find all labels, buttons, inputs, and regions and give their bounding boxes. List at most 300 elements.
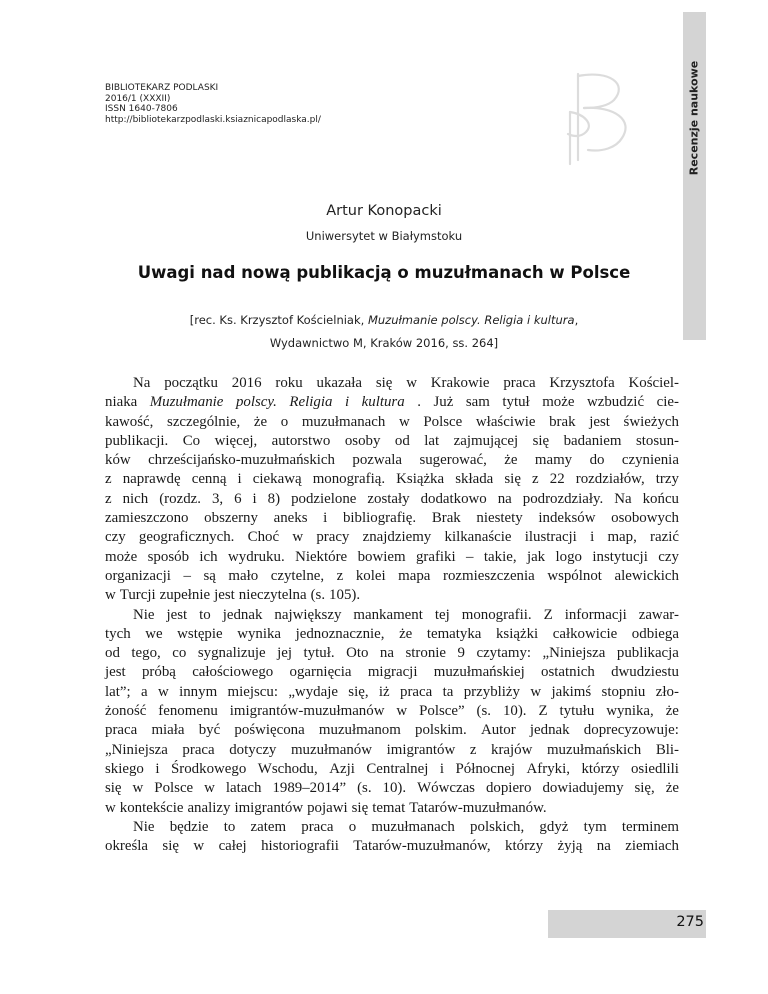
body-word: w (398, 413, 410, 430)
body-line (105, 451, 679, 470)
body-word: szczególnie, (167, 413, 241, 430)
journal-name: BIBLIOTEKARZ PODLASKI (105, 83, 219, 93)
journal-issue: 2016/1 (XXXII) (105, 93, 171, 104)
body-word: miejscu: (227, 683, 278, 700)
body-word: kilkanaście (444, 529, 512, 546)
review-citation-line-2: Wydawnictwo M, Kraków 2016, ss. 264] (269, 336, 499, 350)
body-word: muzułmanach (371, 818, 455, 835)
journal-url[interactable]: http://bibliotekarzpodlaski.ksiaznicapodlaska.pl/ (105, 114, 321, 125)
body-word: końcu (642, 490, 679, 507)
body-word: Wschodu, (257, 760, 318, 777)
body-word: że (665, 703, 679, 720)
body-word: mankament (353, 606, 423, 623)
body-word: i (155, 760, 160, 777)
body-word: razić (650, 529, 679, 546)
body-word: się (375, 375, 393, 391)
body-word: nich (122, 490, 149, 507)
body-word: ków (105, 452, 131, 469)
body-word: jest (214, 587, 235, 604)
body-word: muzułmanom (318, 722, 401, 739)
body-line (105, 702, 679, 721)
body-word: od (394, 432, 410, 449)
body-line (105, 432, 679, 451)
body-word: monografią. (312, 471, 386, 488)
body-word: co (172, 645, 187, 662)
body-word: (s. (357, 780, 372, 797)
body-word: 6 (234, 490, 242, 507)
body-word: Bli- (655, 741, 679, 758)
body-word: temat (372, 799, 406, 816)
body-word: muzułmańskich (546, 741, 642, 758)
body-word: tego, (131, 645, 161, 662)
body-word: czynienia (621, 452, 679, 469)
body-word: całościowego (192, 664, 274, 681)
body-word: jak (526, 548, 546, 565)
body-word: że (399, 625, 413, 642)
body-word: się (105, 780, 122, 797)
body-word: i (323, 510, 328, 527)
body-word: i (590, 529, 595, 546)
body-word: z (105, 490, 112, 507)
body-word: żoność (105, 703, 147, 720)
body-word: pojawi (307, 799, 348, 816)
body-word: rozmieszczenia (442, 567, 535, 584)
body-word: sam (465, 394, 490, 411)
body-word: gdyż (539, 818, 569, 835)
body-word: tytuł (502, 394, 530, 411)
body-word: Już (433, 394, 454, 411)
author-affiliation: Uniwersytet w Białymstoku (305, 229, 463, 243)
body-word: tej (434, 606, 450, 623)
body-word: imigrantów (386, 741, 456, 758)
body-word: Krzysztofa (549, 375, 615, 391)
body-word: dodatkowo (420, 490, 487, 507)
body-line (105, 779, 679, 798)
body-word: na (497, 490, 512, 507)
body-word: Oto (346, 645, 369, 662)
body-word: w (406, 375, 417, 391)
body-word: ostatnich (541, 664, 595, 681)
body-line (105, 663, 679, 682)
body-word: iż (378, 683, 390, 700)
body-word: ciekawą (252, 471, 302, 488)
body-word: 10). (502, 703, 527, 720)
body-word: zamieszczono (105, 510, 189, 527)
body-word: polskich, (470, 818, 525, 835)
body-line (105, 818, 679, 837)
body-word: i (344, 394, 350, 411)
body-word: krajów (491, 741, 533, 758)
body-word: jednak (529, 722, 570, 739)
body-word: się (532, 432, 550, 449)
body-word: (rozdz. (159, 490, 201, 507)
body-word: we (145, 625, 163, 642)
body-word: znajdziemy (362, 529, 432, 546)
body-word: się, (348, 683, 369, 700)
body-word: będzie (169, 818, 209, 835)
body-line (105, 374, 679, 393)
page-number: 275 (676, 914, 704, 930)
body-word: czy (658, 548, 679, 565)
body-word: geograficznych. (138, 529, 235, 546)
body-line (105, 799, 679, 818)
body-word: lat (424, 432, 440, 449)
body-word: właściwie (475, 413, 536, 430)
body-word: Z (538, 703, 548, 720)
body-word: sugerować, (419, 452, 487, 469)
body-word: polskim. (415, 722, 467, 739)
body-word: Tatarów-muzułmanów, (353, 838, 491, 855)
body-word: podzielone (291, 490, 357, 507)
body-word: ich (199, 548, 218, 565)
body-word: Centralnej (366, 760, 429, 777)
body-word: stopniu (601, 683, 646, 700)
body-word: jest (105, 664, 126, 681)
body-line (105, 528, 679, 547)
body-word: terminem (621, 818, 679, 835)
body-word: tytuł. (303, 645, 335, 662)
body-word: trzy (655, 471, 679, 488)
body-word: dwudziestu (611, 664, 679, 681)
body-word: Z (543, 606, 553, 623)
body-word: mało (228, 567, 259, 584)
body-word: o (348, 818, 357, 835)
body-word: dowiadujemy (542, 780, 624, 797)
body-line (105, 683, 679, 702)
body-word: i (237, 471, 242, 488)
body-line (105, 606, 679, 625)
body-word: – (183, 567, 191, 584)
body-word: składa (455, 471, 494, 488)
body-word: imigrantów-muzułmanów (229, 703, 385, 720)
body-word: o (280, 413, 289, 430)
body-word: osoby (344, 432, 381, 449)
body-line (105, 490, 679, 509)
body-word: przybliży (463, 683, 520, 700)
body-line (105, 393, 679, 412)
body-word: indeksów (538, 510, 596, 527)
body-word: się (351, 799, 369, 816)
body-word: historiografii (261, 838, 339, 855)
body-word: Muzułmanie (149, 394, 224, 411)
review-prefix: [rec. Ks. Krzysztof Kościelniak, (189, 313, 368, 327)
body-word: monografii. (461, 606, 532, 623)
body-word: (s. (476, 703, 492, 720)
body-word: innym (179, 683, 218, 700)
body-word: to (199, 606, 211, 623)
body-word: na (596, 838, 611, 855)
body-word: analizy (187, 799, 231, 816)
body-word: „Niniejsza (542, 645, 606, 662)
body-word: publikacji. (105, 432, 169, 449)
body-word: ogarnięcia (289, 664, 352, 681)
body-word: pracy (316, 529, 350, 546)
body-word: więcej, (214, 432, 258, 449)
body-word: Nie (133, 606, 155, 623)
body-word: największy (274, 606, 342, 623)
body-word: grafiki (415, 548, 456, 565)
body-line (105, 760, 679, 779)
body-word: być (198, 722, 221, 739)
body-word: „Niniejsza (105, 741, 168, 758)
body-word: zatem (250, 818, 287, 835)
body-word: jednoznacznie, (295, 625, 385, 642)
body-word: że (253, 413, 268, 430)
body-word: w (204, 780, 215, 797)
body-word: niaka (105, 394, 138, 411)
body-word: dopiero (485, 780, 532, 797)
body-word: naprawdę (122, 471, 181, 488)
body-word: muzułmanów (290, 741, 373, 758)
body-line (105, 470, 679, 489)
body-word: osobowych (611, 510, 679, 527)
body-word: kawość, (105, 413, 154, 430)
body-word: organizacji (105, 567, 171, 584)
body-word: całkowicie (552, 625, 618, 642)
body-word: w (105, 587, 116, 604)
body-word: próbą (141, 664, 176, 681)
body-word: jest (589, 413, 610, 430)
body-line (105, 567, 679, 586)
body-word: Niektóre (295, 548, 348, 565)
body-word: 105). (329, 587, 361, 604)
body-word: logo (555, 548, 583, 565)
body-word: map, (607, 529, 637, 546)
body-word: Choć (247, 529, 280, 546)
body-word: tych (105, 625, 131, 642)
body-word: ta (442, 683, 454, 700)
body-word: mapa (398, 567, 431, 584)
body-word: to (223, 818, 236, 835)
body-word: tematyka (426, 625, 482, 642)
body-word: czytamy: (476, 645, 532, 662)
body-word: skiego (105, 760, 144, 777)
body-word: jednak (222, 606, 263, 623)
body-word: roku (275, 375, 303, 391)
body-word: obszerny (204, 510, 258, 527)
body-word: jest (166, 606, 188, 623)
body-word: czy (105, 529, 126, 546)
body-word: w (292, 529, 304, 546)
body-word: praca (105, 722, 138, 739)
body-word: całej (218, 838, 247, 855)
body-word: jej (277, 645, 293, 662)
body-word: kultura (361, 394, 405, 411)
journal-header (105, 83, 321, 125)
body-word: praca (182, 741, 215, 758)
body-word: Afryki, (526, 760, 570, 777)
body-word: Religia (289, 394, 333, 411)
body-word: Wówczas (417, 780, 475, 797)
body-word: – (466, 548, 474, 565)
body-word: świeżych (623, 413, 679, 430)
body-word: chrześcijańsko-muzułmańskich (148, 452, 335, 469)
body-word: że (665, 780, 679, 797)
body-word: cenną (191, 471, 227, 488)
author-name: Artur Konopacki (326, 203, 442, 219)
body-word: i (439, 760, 444, 777)
body-word: instytucji (592, 548, 648, 565)
body-word: muzułmanach (301, 413, 386, 430)
body-line (105, 413, 679, 432)
body-word: z (532, 471, 539, 488)
body-word: wynika (237, 625, 282, 642)
body-word: pozwala (352, 452, 403, 469)
body-word: dotyczy (229, 741, 277, 758)
body-word: że (504, 452, 518, 469)
body-word: z (469, 741, 477, 758)
body-word: od (105, 645, 120, 662)
article-title: Uwagi nad nową publikacją o muzułmanach w Polsce (137, 263, 631, 282)
body-word: Polsce (423, 413, 463, 430)
body-word: ziemiach (625, 838, 679, 855)
body-word: odbiega (631, 625, 679, 642)
body-word: sygnalizuje (197, 645, 266, 662)
body-word: wydruku. (228, 548, 285, 565)
body-word: 2016 (231, 375, 262, 391)
body-word: Tatarów-muzułmanów. (409, 799, 547, 816)
body-word: autorstwo (271, 432, 331, 449)
body-word: tym (583, 818, 607, 835)
body-word: się, (634, 780, 655, 797)
body-line (105, 837, 679, 856)
body-line (105, 644, 679, 663)
body-word: mamy (534, 452, 573, 469)
body-word: na (379, 645, 394, 662)
body-word: praca (503, 375, 536, 391)
body-word: muzułmańskiej (433, 664, 525, 681)
body-word: 8) (267, 490, 281, 507)
body-word: kolei (355, 567, 386, 584)
section-label: Recenzje naukowe (687, 60, 701, 176)
body-word: stronie (405, 645, 447, 662)
body-word: podrozdziały. (522, 490, 604, 507)
body-word: Azji (329, 760, 355, 777)
body-word: ukazała (316, 375, 362, 391)
body-word: 10). (382, 780, 407, 797)
body-word: sposób (147, 548, 190, 565)
body-word: miała (151, 722, 185, 739)
body-word: w (193, 838, 205, 855)
body-word: 9 (457, 645, 465, 662)
body-word: książki (495, 625, 539, 642)
body-word: którzy (505, 838, 544, 855)
body-word: Co (182, 432, 201, 449)
body-word: może (542, 394, 575, 411)
body-word: migracji (367, 664, 418, 681)
body-word: się (162, 838, 179, 855)
body-word: 3, (211, 490, 224, 507)
body-word: się (504, 471, 521, 488)
review-comma: , (574, 313, 579, 327)
review-book-title: Muzułmanie polscy. Religia i kultura (367, 313, 575, 327)
body-word: Na (133, 375, 151, 391)
body-word: 1989–2014” (272, 780, 347, 797)
body-line (105, 625, 679, 644)
body-word: bibliografię. (342, 510, 417, 527)
body-word: określa (105, 838, 148, 855)
body-word: Kościel- (628, 375, 679, 391)
body-word: kontekście (119, 799, 184, 816)
body-word: . (417, 394, 421, 411)
body-word: zostały (367, 490, 410, 507)
body-word: imigrantów (234, 799, 304, 816)
body-word: nieczytelna (238, 587, 307, 604)
body-word: doprecyzowuje: (583, 722, 679, 739)
body-word: (s. (310, 587, 326, 604)
body-word: zajmującej (453, 432, 519, 449)
body-word: brak (549, 413, 576, 430)
article-body (105, 374, 679, 856)
body-word: w (105, 799, 116, 816)
body-word: praca (400, 683, 433, 700)
body-word: Północnej (455, 760, 516, 777)
body-word: wstępie (177, 625, 223, 642)
body-word: zupełnie (159, 587, 211, 604)
body-word: osiedlili (630, 760, 679, 777)
body-word: w (396, 703, 408, 720)
body-word: w (157, 683, 169, 700)
body-line (105, 548, 679, 567)
body-word: tytułu (559, 703, 595, 720)
body-word: stosun- (635, 432, 679, 449)
body-word: takie, (483, 548, 517, 565)
body-word: poświęcona (234, 722, 305, 739)
body-word: fenomenu (158, 703, 218, 720)
body-word: Krakowie (430, 375, 490, 391)
body-line (105, 586, 679, 605)
body-word: Autor (480, 722, 516, 739)
body-word: a (141, 683, 148, 700)
body-line (105, 741, 679, 760)
bp-monogram-icon (548, 68, 640, 168)
body-word: cie- (656, 394, 679, 411)
body-word: Na (614, 490, 632, 507)
body-word: bowiem (357, 548, 406, 565)
body-word: publikacja (616, 645, 679, 662)
body-word: którzy (581, 760, 620, 777)
body-word: Brak (431, 510, 461, 527)
body-word: w (132, 780, 144, 797)
body-word: wynika, (606, 703, 654, 720)
body-word: 22 (549, 471, 565, 488)
body-word: Nie (133, 818, 155, 835)
body-word: ilustracji (524, 529, 577, 546)
body-word: rozdziałów, (575, 471, 645, 488)
body-word: Środkowego (171, 760, 247, 777)
body-word: z (105, 471, 112, 488)
body-word: może (105, 548, 138, 565)
body-word: z (336, 567, 344, 584)
body-word: lat”; (105, 683, 131, 700)
body-word: są (203, 567, 216, 584)
body-word: polscy. (235, 394, 277, 411)
body-word: niestety (476, 510, 523, 527)
body-word: jakimś (551, 683, 592, 700)
body-word: w (530, 683, 542, 700)
body-word: „wydaje (288, 683, 338, 700)
body-word: Turcji (119, 587, 156, 604)
body-word: Polsce (154, 780, 194, 797)
body-word: praca (301, 818, 334, 835)
body-word: czytelne, (270, 567, 325, 584)
body-word: Książka (396, 471, 445, 488)
body-word: alewickich (614, 567, 679, 584)
body-word: Polsce” (419, 703, 465, 720)
body-word: do (589, 452, 605, 469)
body-word: informacji (564, 606, 627, 623)
body-word: początku (164, 375, 218, 391)
